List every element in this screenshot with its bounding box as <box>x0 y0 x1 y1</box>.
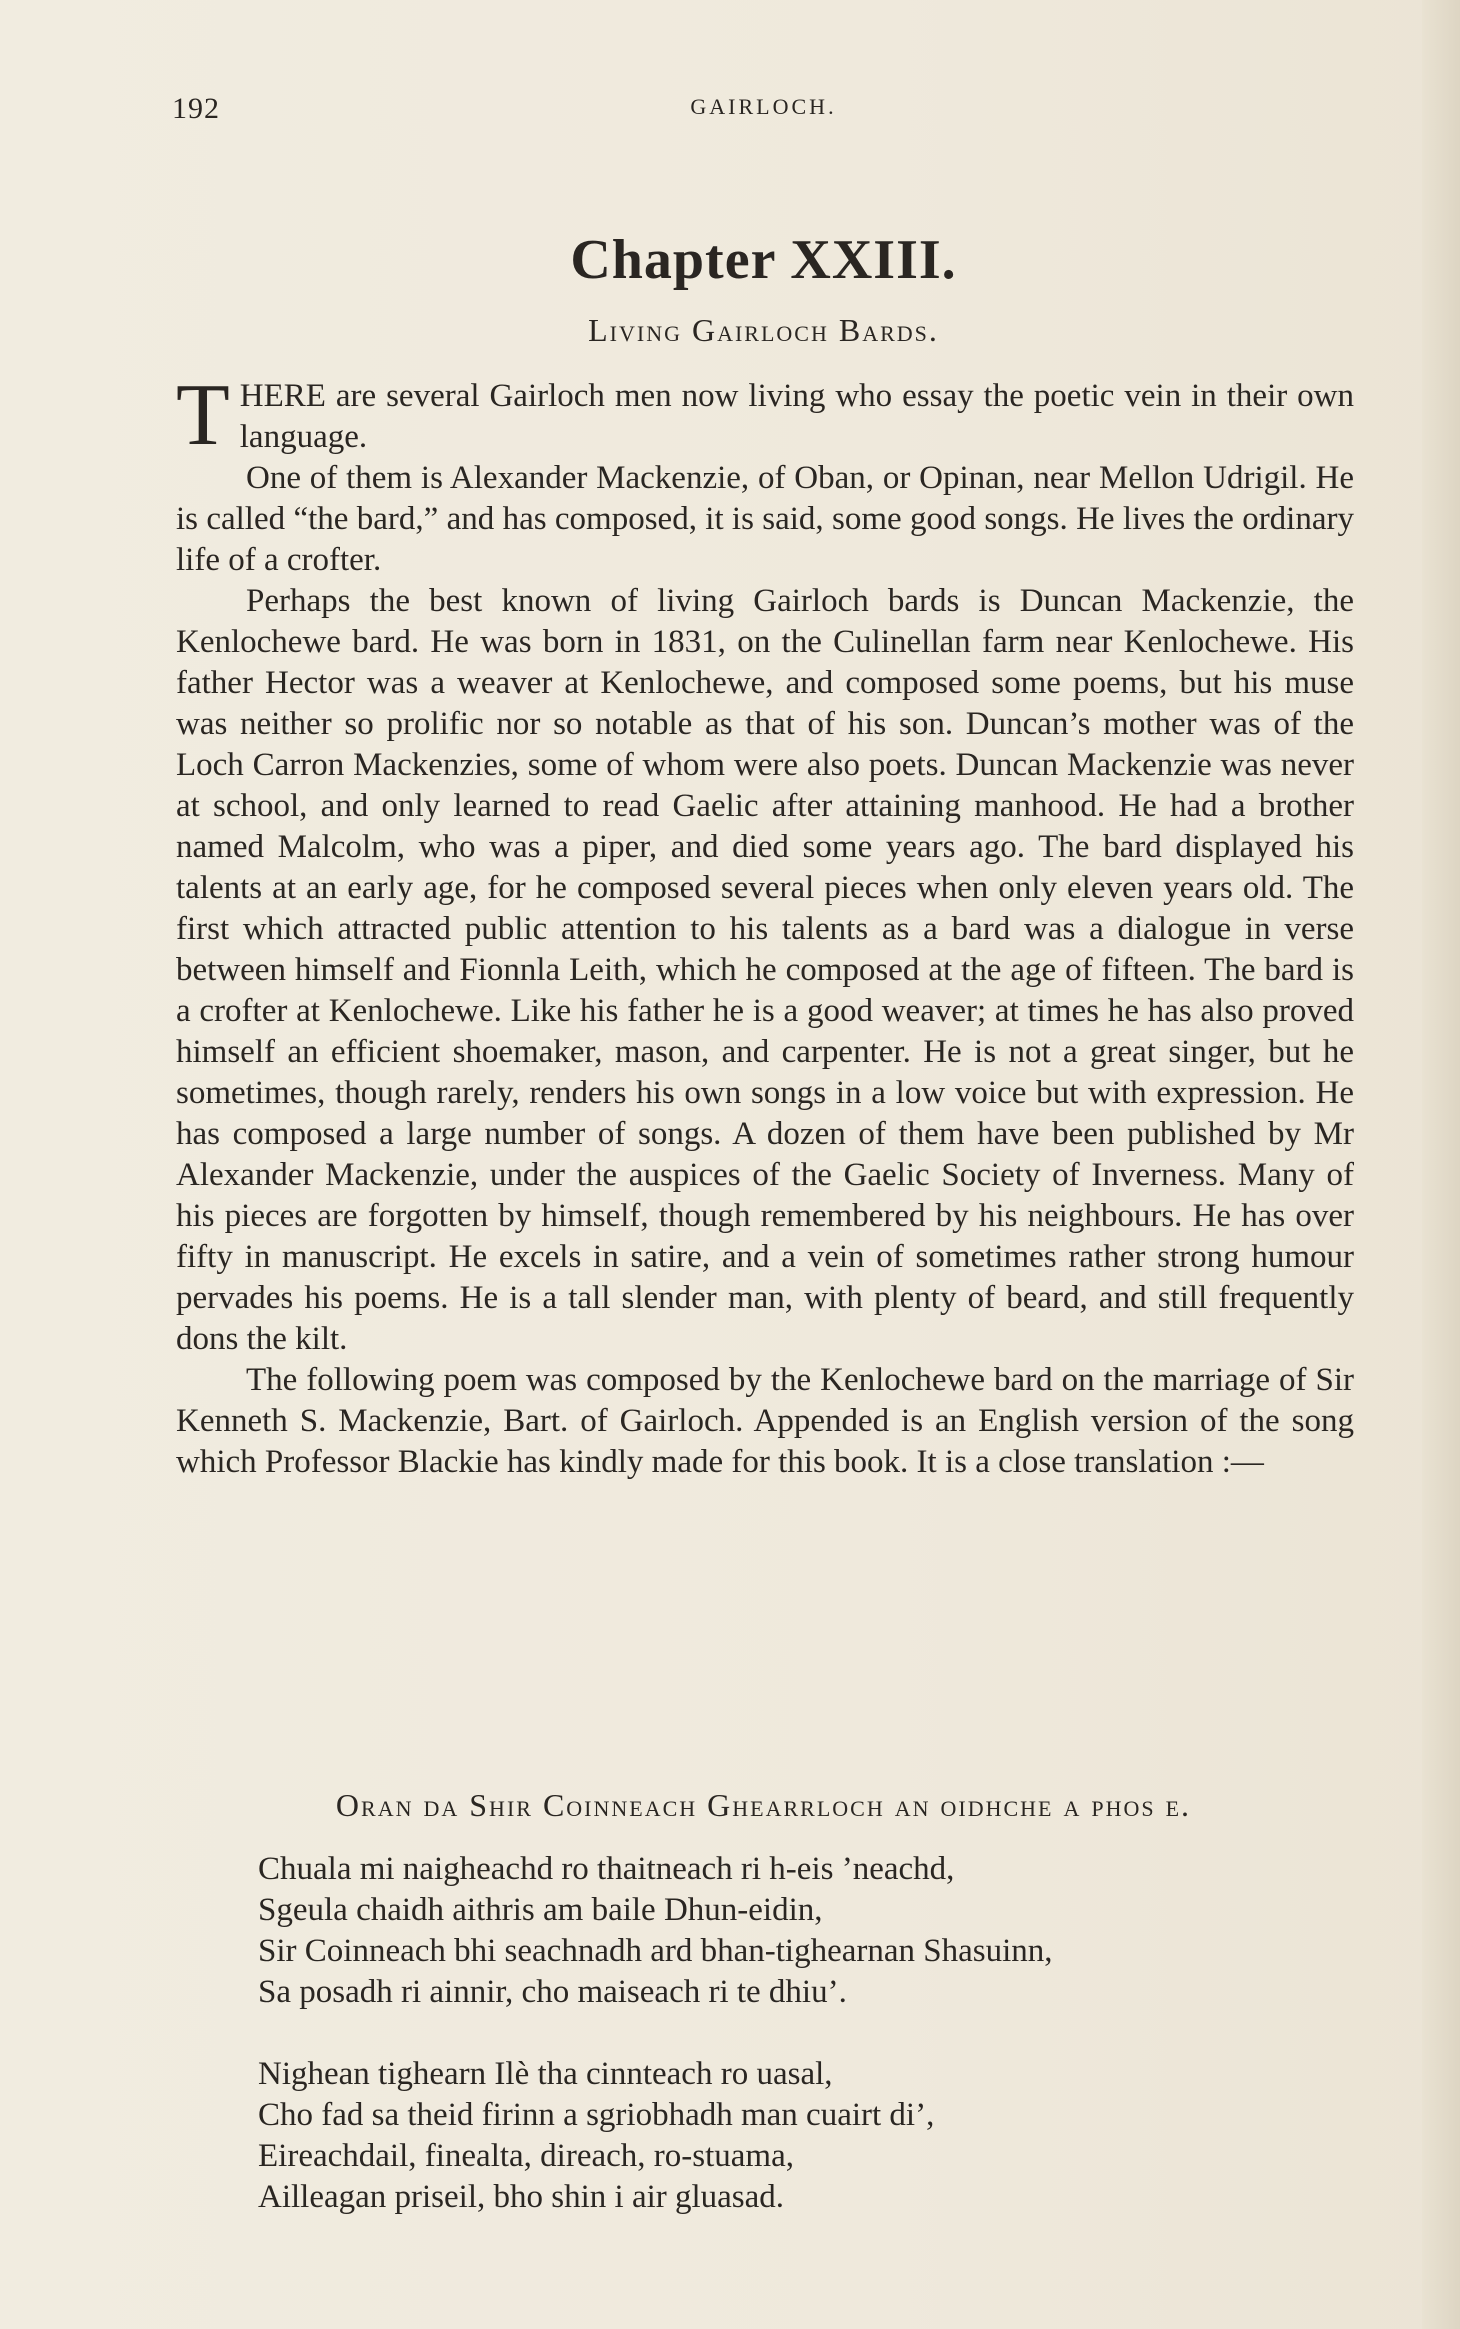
page-number: 192 <box>172 92 220 125</box>
page-header <box>172 92 1355 128</box>
page-edge-shadow <box>1422 0 1460 2329</box>
verse-line: Eireachdail, finealta, direach, ro-stuama, <box>258 2138 794 2174</box>
section-title: Living Gairloch Bards. <box>588 312 939 348</box>
song-title: Oran da Shir Coinneach Ghearrloch an oidhche a phos e. <box>335 1787 1192 1823</box>
verse-line: Ailleagan priseil, bho shin i air gluasad. <box>258 2179 785 2215</box>
verse-line: Sgeula chaidh aithris am baile Dhun-eidin, <box>258 1892 823 1928</box>
paragraph-3: Perhaps the best known of living Gairloch bards is Duncan Mackenzie, the Kenlochewe bard. He was born in 1831, on the Culinellan farm near Kenlochewe. His father Hector was a weaver at Kenlochewe, and composed some poems, but his muse was neither so prolific nor so notable as that of his son. Duncan’s mother was of the Loch Carron Mackenzies, some of whom were also poets. Duncan Mackenzie was never at school, and only learned to read Gaelic after attaining manhood. He had a brother named Malcolm, who was a piper, and died some years ago. The bard displayed his talents at an early age, for he composed several pieces when only eleven years old. The first which attracted public attention to his talents as a bard was a dialogue in verse between himself and Fionnla Leith, which he composed at the age of fifteen. The bard is a crofter at Kenlochewe. Like his father he is a good weaver; at times he has also proved himself an efficient shoemaker, mason, and carpenter. He is not a great singer, but he sometimes, though rarely, renders his own songs in a low voice but with expression. He has composed a large number of songs. A dozen of them have been published by Mr Alexander Mackenzie, under the auspices of the Gaelic Society of Inverness. Many of his pieces are forgotten by himself, though remembered by his neighbours. He has over fifty in manuscript. He excels in satire, and a vein of sometimes rather strong humour pervades his poems. He is a tall slender man, with plenty of beard, and still frequently dons the kilt. <box>176 583 1354 1357</box>
paragraph-2: One of them is Alexander Mackenzie, of Oban, or Opinan, near Mellon Udrigil. He is called “the bard,” and has composed, it is said, some good songs. He lives the ordinary life of a crofter. <box>176 460 1354 578</box>
stanza-2 <box>258 2054 1308 2218</box>
verse-line: Sa posadh ri ainnir, cho maiseach ri te dhiu’. <box>258 1974 847 2010</box>
verse-line: Nighean tighearn Ilè tha cinnteach ro uasal, <box>258 2056 833 2092</box>
running-head: GAIRLOCH. <box>690 94 837 119</box>
chapter-title: Chapter XXIII. <box>570 229 957 291</box>
verse-line: Chuala mi naigheachd ro thaitneach ri h-eis ’neachd, <box>258 1851 955 1887</box>
paragraph-1 <box>176 367 1354 464</box>
stanza-1 <box>258 1849 1308 2013</box>
paragraph-1-text: HERE are several Gairloch men now living who essay the poetic vein in their own language. <box>239 378 1354 455</box>
drop-cap: T <box>176 367 230 464</box>
verse-line: Cho fad sa theid firinn a sgriobhadh man cuairt di’, <box>258 2097 935 2133</box>
verse-line: Sir Coinneach bhi seachnadh ard bhan-tighearnan Shasuinn, <box>258 1933 1053 1969</box>
paragraph-4: The following poem was composed by the Kenlochewe bard on the marriage of Sir Kenneth S. Mackenzie, Bart. of Gairloch. Appended is an English version of the song which Professor Blackie has kindly made for this book. It is a close translation :— <box>176 1362 1354 1480</box>
body-text <box>176 367 1354 1483</box>
